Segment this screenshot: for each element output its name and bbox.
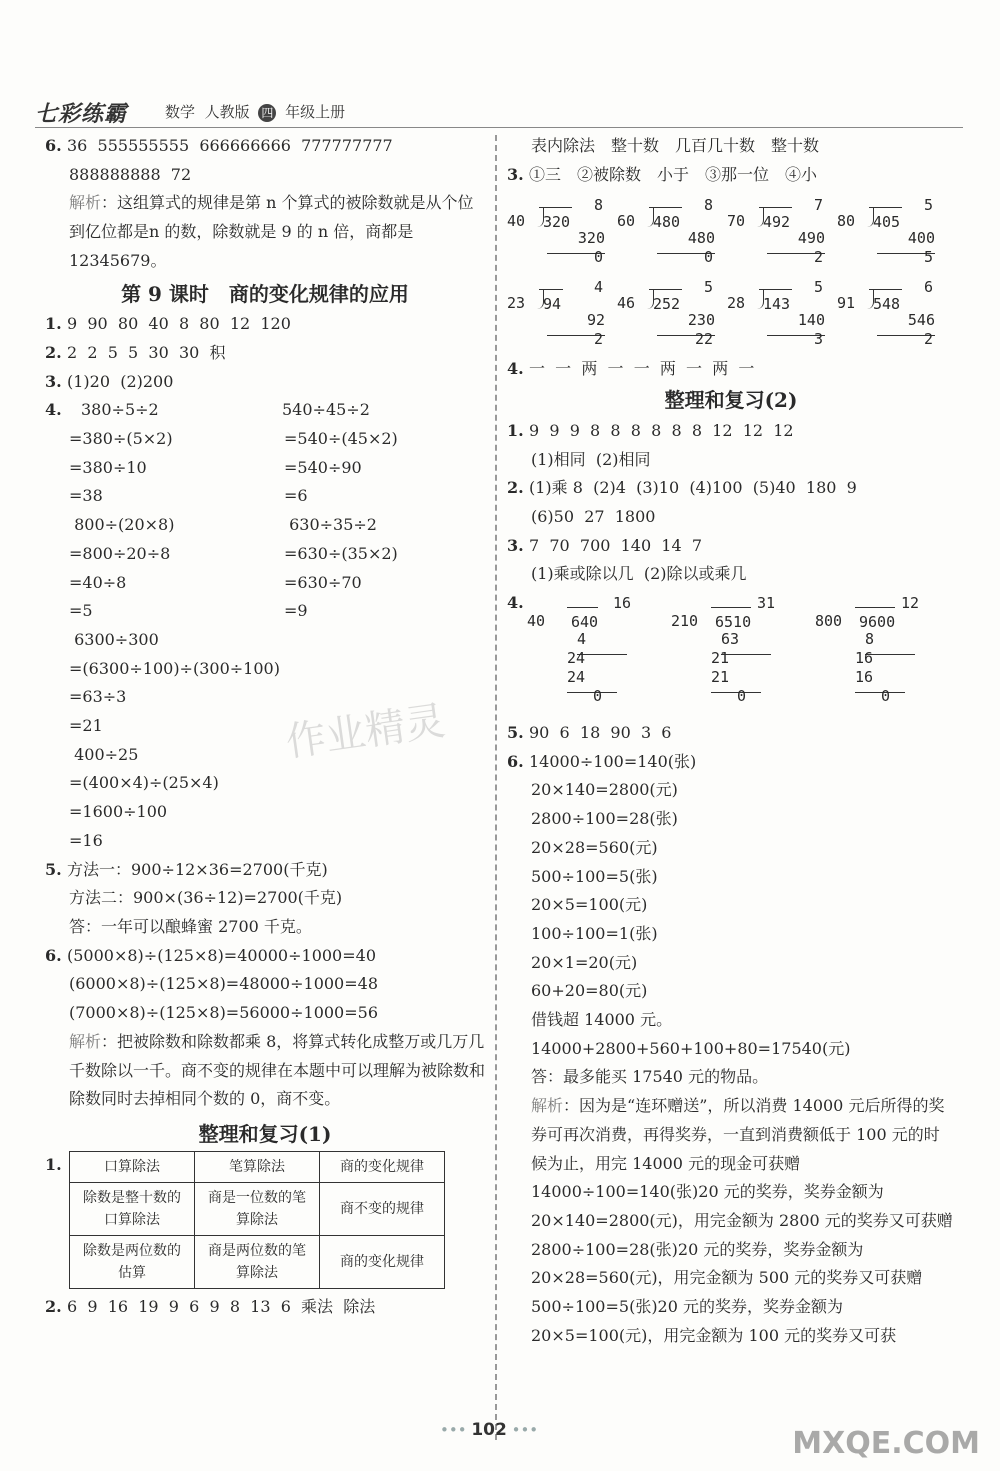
r6-line: 20×28=560(元) <box>531 837 658 857</box>
q6-line1: 36 555555555 666666666 777777777 <box>67 136 393 155</box>
division-dividend: 480 <box>649 207 682 237</box>
calc-b: 630÷35÷2 <box>284 515 377 535</box>
division-dividend: 9600 <box>855 607 895 637</box>
r6-line: 60+20=80(元) <box>531 981 648 1001</box>
division-dividend: 320 <box>539 207 572 237</box>
right-top-line: 表内除法 整十数 几百几十数 整十数 <box>531 136 820 155</box>
lesson9-title: 第 9 课时 商的变化规律的应用 <box>121 281 409 306</box>
long-division <box>617 191 717 271</box>
division-product: 92 <box>547 306 605 336</box>
right-column: 表内除法 整十数 几百几十数 整十数 3. ①三 ②被除数 小于 ③那一位 ④小 8 40 320 320 0 8 60 480 480 0 7 70 492 490 2 5 80 405 400 5 4 23 94 92 2 5 46 252 230 22 5 28 143 140 3 6 91 548 546 2 4. 一 一 两 一 一 两 一 两 一 整理和复习(2) 1. 9 9 9 8 8 8 8 8 8 12 12 12 (1)相同 (2)相同 2. (1)乘 8 (2)4 (3)10 (4)100 (5)40 180 9 (6)50 27 1800 3. 7 70 700 140 14 7 (1)乘或除以几 (2)除以或乘几 4. 16 40 640 4 24 24 0 31 210 6510 63 21 21 0 12 800 9600 8 16 16 0 5. 90 6 18 90 3 6 6. 14000÷100=140(张) 20×140=2800(元) 2800÷100=28(张) 20×28=560(元) 500÷100=5(张) 20×5=100(元) 100÷100=1(张) 20×1=20(元) 60+20=80(元) 借钱超 14000 元。 14000+2800+560+100+80=17540(元) 答：最多能买 17540 元的物品。 解析：因为是“连环赠送”，所以消费 14000 元后所得的奖券可再次消费，再得奖券，一直到消费额低于 100 元的时候为止，用完 14000 元的现金可获赠 14000÷100=140(张)20 元的奖券，奖券金额为 20×140=2800(元)，用完金额为 2800 元的奖券又可获赠 2800÷100=28(张)20 元的奖券，奖券金额为 20×28=560(元)，用完金额为 500 元的奖券又可获赠 500÷100=5(张)20 元的奖券，奖券金额为 20×5=100(元)，用完金额为 100 元的奖券又可获 <box>507 132 955 1351</box>
review2-q4: 4. 16 40 640 4 24 24 0 31 210 6510 63 21 21 0 12 800 9600 8 16 16 0 <box>507 589 955 719</box>
calc-a: =380÷(5×2) <box>69 429 173 449</box>
division-remainder: 0 <box>881 687 891 706</box>
r6-line: 500÷100=5(张) <box>531 866 658 886</box>
division-quotient: 5 <box>923 196 933 215</box>
calc-a: =40÷8 <box>69 572 127 592</box>
calc-line: =(400×4)÷(25×4) <box>69 773 219 793</box>
division-dividend: 405 <box>869 207 902 237</box>
division-quotient: 4 <box>593 278 603 297</box>
division-quotient: 8 <box>703 196 713 215</box>
division-divisor: 28 <box>727 294 746 313</box>
table-row <box>70 1182 445 1235</box>
division-quotient: 7 <box>813 196 823 215</box>
division-remainder: 3 <box>813 330 823 349</box>
division-quotient: 8 <box>593 196 603 215</box>
q6-line2: 888888888 72 <box>69 164 192 184</box>
calc-b: =6 <box>284 486 308 506</box>
book-subtitle <box>165 101 345 122</box>
calc-b: =630÷70 <box>284 572 362 592</box>
answer-2: 2 2 5 5 30 30 积 <box>67 342 226 362</box>
answer-5-conclusion: 答：一年可以酿蜂蜜 2700 千克。 <box>69 916 312 936</box>
r6-line: 100÷100=1(张) <box>531 923 658 943</box>
calc-b: =540÷(45×2) <box>284 429 398 449</box>
calc-a: =380÷10 <box>69 457 147 477</box>
brand-logo: 七彩练霸 <box>35 101 128 127</box>
table-cell: 商的变化规律 <box>320 1151 445 1182</box>
review2-answer-1: 9 9 9 8 8 8 8 8 8 12 12 12 <box>529 420 794 440</box>
answer-5-method2: 方法二：900×(36÷12)=2700(千克) <box>69 888 343 908</box>
r6-line: 20×140=2800(元) <box>531 780 678 800</box>
division-divisor: 70 <box>727 212 746 231</box>
division-quotient: 16 <box>613 594 632 613</box>
calc-line: =16 <box>69 830 103 850</box>
edition: 人教版 <box>204 103 250 121</box>
division-product: 490 <box>767 224 825 254</box>
division-divisor: 40 <box>507 212 526 231</box>
r6-line: 借钱超 14000 元。 <box>531 1010 673 1030</box>
subject: 数学 <box>165 103 196 121</box>
table-cell: 商不变的规律 <box>320 1182 445 1235</box>
division-remainder: 2 <box>923 330 933 349</box>
table-row <box>70 1235 445 1288</box>
division-remainder: 22 <box>694 330 713 349</box>
division-product: 480 <box>657 224 715 254</box>
long-division <box>617 273 717 353</box>
left-column: 6. 36 555555555 666666666 777777777 888888888 72 解析：这组算式的规律是第 n 个算式的被除数就是从个位到亿位都是n 的数，除数就是 9 的 n 倍，商都是 12345679。 第 9 课时 商的变化规律的应用 1. 9 90 80 40 8 80 12 120 2. 2 2 5 5 30 30 积 3. (1)20 (2)200 4. 380÷5÷2 540÷45÷2 =380÷(5×2) =540÷(45×2) =380÷10 =540÷90 =38 =6 800÷(20×8) 630÷35÷2 =800÷20÷8 =630÷(35×2) =40÷8 =630÷70 =5 =9 6300÷300 =(6300÷100)÷(300÷100) =63÷3 =21 400÷25 =(400×4)÷(25×4) =1600÷100 =16 5. 方法一：900÷12×36=2700(千克) 方法二：900×(36÷12)=2700(千克) 答：一年可以酿蜂蜜 2700 千克。 6. (5000×8)÷(125×8)=40000÷1000=40 (6000×8)÷(125×8)=48000÷1000=48 (7000×8)÷(125×8)=56000÷1000=56 解析：把被除数和除数都乘 8，将算式转化成整万或几万几千数除以一千。商不变的规律在本题中可以理解为被除数和除数同时去掉相同个数的 0，商不变。 整理和复习(1) 1. 口算除法 笔算除法 商的变化规律 除数是整十数的口算除法 商是一位数的笔算除法 商不变的规律 除数是两位数的估算 商是两位数的笔算除法 商的变化规律 2. 6 9 16 19 9 6 9 8 13 6 乘法 除法 <box>45 136 486 1316</box>
division-divisor: 80 <box>837 212 856 231</box>
division-divisor: 91 <box>837 294 856 313</box>
calc-b: =630÷(35×2) <box>284 543 398 563</box>
division-dividend: 94 <box>539 289 563 319</box>
long-division-multi <box>671 589 811 719</box>
review2-answer-3b: (1)乘或除以几 (2)除以或乘几 <box>531 564 747 584</box>
division-step: 21 <box>711 649 730 668</box>
table-cell: 笔算除法 <box>195 1151 320 1182</box>
r6-line: 20×5=100(元) <box>531 895 648 915</box>
table-cell: 商的变化规律 <box>320 1235 445 1288</box>
division-step: 16 <box>855 663 905 693</box>
division-divisor: 210 <box>671 612 699 631</box>
long-division-row-1 <box>507 191 955 271</box>
calc-b: 540÷45÷2 <box>282 400 370 420</box>
calc-a: =5 <box>69 601 93 621</box>
division-remainder: 2 <box>813 248 823 267</box>
division-step: 24 <box>567 649 586 668</box>
watermark-text: 作业精灵 <box>283 698 448 766</box>
division-quotient: 6 <box>923 278 933 297</box>
table-cell: 口算除法 <box>70 1151 195 1182</box>
answer-6-line2: (6000×8)÷(125×8)=48000÷1000=48 <box>69 974 378 994</box>
table-cell: 除数是整十数的口算除法 <box>70 1182 195 1235</box>
r6-line: 20×1=20(元) <box>531 952 638 972</box>
review2-answer-3: 7 70 700 140 14 7 <box>529 535 703 555</box>
review2-answer-1b: (1)相同 (2)相同 <box>531 449 651 469</box>
division-remainder: 0 <box>593 687 603 706</box>
division-step: 21 <box>711 663 761 693</box>
right-answer-3: ①三 ②被除数 小于 ③那一位 ④小 <box>529 164 818 184</box>
grade-badge: 四 <box>258 104 276 122</box>
division-dividend: 640 <box>567 607 598 637</box>
long-division <box>507 191 607 271</box>
division-remainder: 2 <box>593 330 603 349</box>
calc-line: 400÷25 <box>69 744 139 764</box>
division-product: 230 <box>657 306 715 336</box>
review1-title: 整理和复习(1) <box>198 1121 332 1146</box>
division-product: 546 <box>877 306 935 336</box>
calc-a: 380÷5÷2 <box>81 400 159 420</box>
division-step: 8 <box>865 625 915 655</box>
division-dividend: 492 <box>759 207 792 237</box>
division-remainder: 5 <box>923 248 933 267</box>
long-division-multi <box>815 589 955 719</box>
review2-answer-2b: (6)50 27 1800 <box>531 506 656 526</box>
table-cell: 商是一位数的笔算除法 <box>195 1182 320 1235</box>
division-remainder: 0 <box>703 248 713 267</box>
division-quotient: 5 <box>813 278 823 297</box>
grade-text: 年级上册 <box>285 103 346 121</box>
watermark-site: MXQE.COM <box>792 1426 980 1461</box>
calc-line: =21 <box>69 716 103 736</box>
q6-analysis: 解析：这组算式的规律是第 n 个算式的被除数就是从个位到亿位都是n 的数，除数就是 9 的 n 倍，商都是 12345679。 <box>69 193 474 270</box>
calc-b: =9 <box>284 601 308 621</box>
division-product: 320 <box>547 224 605 254</box>
calc-a: =38 <box>69 486 103 506</box>
division-step: 63 <box>721 625 771 655</box>
header-rule <box>35 127 963 128</box>
division-step: 24 <box>567 663 617 693</box>
calc-b: =540÷90 <box>284 457 362 477</box>
division-dividend: 143 <box>759 289 792 319</box>
review2-answer-2: (1)乘 8 (2)4 (3)10 (4)100 (5)40 180 9 <box>529 478 857 498</box>
long-division <box>837 273 937 353</box>
division-quotient: 12 <box>901 594 920 613</box>
right-answer-4: 一 一 两 一 一 两 一 两 一 <box>529 359 755 379</box>
r6-line: 14000+2800+560+100+80=17540(元) <box>531 1038 851 1058</box>
review1-answer-2: 6 9 16 19 9 6 9 8 13 6 乘法 除法 <box>67 1296 376 1316</box>
review-table <box>69 1151 445 1289</box>
review2-title: 整理和复习(2) <box>664 388 798 413</box>
division-product: 400 <box>877 224 935 254</box>
table-cell: 除数是两位数的估算 <box>70 1235 195 1288</box>
long-division <box>837 191 937 271</box>
page-number: ••• 102 ••• <box>440 1420 539 1440</box>
long-division <box>727 191 827 271</box>
table-row <box>70 1151 445 1182</box>
division-step: 16 <box>855 649 874 668</box>
division-dividend: 252 <box>649 289 682 319</box>
calc-a: =800÷20÷8 <box>69 543 171 563</box>
division-quotient: 31 <box>757 594 776 613</box>
long-division <box>507 273 607 353</box>
answer-1: 9 90 80 40 8 80 12 120 <box>67 314 291 334</box>
long-division-multi <box>527 589 667 719</box>
calc-line: =(6300÷100)÷(300÷100) <box>69 658 280 678</box>
division-quotient: 5 <box>703 278 713 297</box>
review1-q1: 1. 口算除法 笔算除法 商的变化规律 除数是整十数的口算除法 商是一位数的笔算除法 商不变的规律 除数是两位数的估算 商是两位数的笔算除法 商的变化规律 <box>45 1151 485 1289</box>
calc-line: =1600÷100 <box>69 802 168 822</box>
division-divisor: 60 <box>617 212 636 231</box>
long-division <box>727 273 827 353</box>
answer-6-analysis: 解析：把被除数和除数都乘 8，将算式转化成整万或几万几千数除以一千。商不变的规律在本题中可以理解为被除数和除数同时去掉相同个数的 0，商不变。 <box>69 1031 486 1109</box>
table-cell: 商是两位数的笔算除法 <box>195 1235 320 1288</box>
division-product: 140 <box>767 306 825 336</box>
answer-6-line3: (7000×8)÷(125×8)=56000÷1000=56 <box>69 1003 378 1023</box>
division-remainder: 0 <box>737 687 747 706</box>
division-divisor: 23 <box>507 294 526 313</box>
answer-6-line1: (5000×8)÷(125×8)=40000÷1000=40 <box>67 945 376 965</box>
review2-answer-5: 90 6 18 90 3 6 <box>529 723 672 743</box>
r6-line: 答：最多能买 17540 元的物品。 <box>531 1067 769 1087</box>
long-division-row-2 <box>507 273 955 353</box>
r6-analysis: 解析：因为是“连环赠送”，所以消费 14000 元后所得的奖券可再次消费，再得奖券，一直到消费额低于 100 元的时候为止，用完 14000 元的现金可获赠 14000÷100=140(张)20 元的奖券，奖券金额为 20×140=2800(元)，用完金额为 2800 元的奖券又可获赠 2800÷100=28(张)20 元的奖券，奖券金额为 20×28=560(元)，用完金额为 500 元的奖券又可获赠 500÷100=5(张)20 元的奖券，奖券金额为 20×5=100(元)，用完金额为 100 元的奖券又可获 <box>531 1096 953 1345</box>
division-dividend: 548 <box>869 289 902 319</box>
calc-line: 6300÷300 <box>69 629 159 649</box>
division-divisor: 46 <box>617 294 636 313</box>
division-step: 4 <box>577 625 627 655</box>
calc-line: =63÷3 <box>69 687 127 707</box>
r6-line: 2800÷100=28(张) <box>531 809 678 829</box>
division-divisor: 40 <box>527 612 546 631</box>
answer-3: (1)20 (2)200 <box>67 371 174 391</box>
r6-line: 14000÷100=140(张) <box>529 751 697 771</box>
division-divisor: 800 <box>815 612 843 631</box>
division-dividend: 6510 <box>711 607 751 637</box>
column-divider <box>495 135 497 1440</box>
answer-5-method1: 方法一：900÷12×36=2700(千克) <box>67 859 328 879</box>
division-remainder: 0 <box>593 248 603 267</box>
calc-a: 800÷(20×8) <box>69 515 175 535</box>
